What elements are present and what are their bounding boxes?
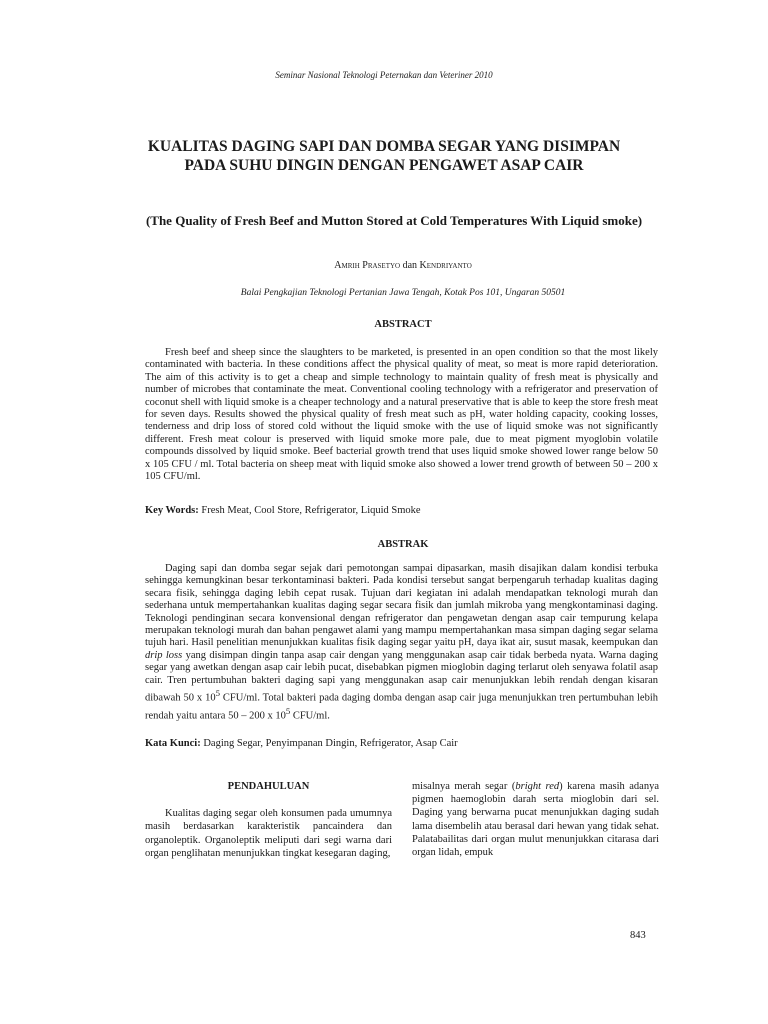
kata-kunci-label: Kata Kunci:	[145, 738, 201, 749]
paper-title: KUALITAS DAGING SAPI DAN DOMBA SEGAR YANG DISIMPAN PADA SUHU DINGIN DENGAN PENGAWET ASAP CAIR	[147, 138, 621, 174]
pendahuluan-right-text	[412, 780, 659, 859]
authors	[0, 260, 768, 271]
superscript: 5	[285, 705, 291, 716]
kata-kunci-text: Daging Segar, Penyimpanan Dingin, Refrigerator, Asap Cair	[200, 738, 458, 749]
page-number: 843	[630, 930, 646, 941]
abstrak-heading: ABSTRAK	[377, 539, 429, 550]
author-conjunction: dan	[400, 260, 420, 271]
abstrak-text-part: CFU/ml.	[290, 710, 330, 722]
abstract-text: Fresh beef and sheep since the slaughters to be marketed, is presented in an open condition so that the most likely contaminated with bacteria. In these conditions affect the physical quality of meat, so meat is more rapid deterioration. The aim of this activity is to get a cheap and simple technology to maintain quality of fresh meat is physically and number of microbes that contaminate the meat. Conventional cooling technology with a refrigerator and preservation of coconut shell with liquid smoke is a cheaper technology and a natural preservative that is able to keep the store fresh meat for seven days. Results showed the physical quality of fresh meat such as pH, water holding capacity, cooking losses, tenderness and drip loss of stored cold without the liquid smoke with the use of liquid smoke was not significantly different. Fresh meat colour is preserved with liquid smoke more pale, due to meat pigment myoglobin volatile compounds dissolved by liquid smoke. Beef bacterial growth trend that uses liquid smoke showed lower range below 50 x 105 CFU / ml. Total bacteria on sheep meat with liquid smoke also showed a lower trend growth of between 50 – 200 x 105 CFU/ml.	[145, 347, 658, 483]
running-head: Seminar Nasional Teknologi Peternakan dan Veteriner 2010	[275, 70, 493, 80]
abstrak-text	[145, 563, 658, 723]
kata-kunci	[145, 738, 658, 750]
pendahuluan-left-text: Kualitas daging segar oleh konsumen pada umumnya masih berdasarkan karakteristik pancaindera dan organoleptik. Organoleptik meliputi dari segi warna dari organ penglihatan menunjukkan tingkat kesegaran daging,	[145, 808, 392, 859]
keywords-label: Key Words:	[145, 505, 199, 516]
keywords	[145, 505, 658, 517]
term-bright-red: bright red	[515, 781, 560, 792]
superscript: 5	[215, 688, 220, 699]
right-text-part: ) karena masih adanya pigmen haemoglobin darah serta mioglobin dari sel. Daging yang berwarna pucat menunjukkan daging sudah lama disembelih atau berasal dari hewan yang tidak sehat. Palatabailitas dari organ mulut menunjukkan citarasa dari organ lidah, empuk	[412, 781, 659, 859]
abstrak-text-part: yang disimpan dingin tanpa asap cair dengan yang menggunakan asap cair tidak berbeda nyata. Warna daging segar yang awetkan dengan asap cair lebih pucat, disebabkan pigmen mioglobin daging terlarut oleh senyawa folatil asap cair. Tren pertumbuhan bakteri daging sapi yang menggunakan asap cair menunjukkan lebih rendah dengan kisaran dibawah 50 x 10	[145, 649, 659, 704]
author-name: Kendriyanto	[419, 260, 472, 271]
abstrak-term-drip-loss: drip loss	[145, 649, 183, 661]
author-name: Amrih Prasetyo	[334, 260, 401, 271]
abstract-heading: ABSTRACT	[374, 319, 432, 330]
pendahuluan-heading: PENDAHULUAN	[227, 781, 310, 792]
affiliation: Balai Pengkajian Teknologi Pertanian Jawa Tengah, Kotak Pos 101, Ungaran 50501	[240, 288, 566, 298]
column-right	[412, 780, 659, 859]
paper-subtitle: (The Quality of Fresh Beef and Mutton Stored at Cold Temperatures With Liquid smoke)	[145, 213, 643, 228]
abstrak-text-part: CFU/ml. Total bakteri pada daging domba dengan asap cair juga menunjukkan tren pertumbuhan lebih rendah yaitu antara 50 – 200 x 10	[145, 692, 658, 722]
column-left	[145, 780, 392, 860]
abstrak-text-part: Daging sapi dan domba segar sejak dari pemotongan sampai dipasarkan, masih disajikan dalam kondisi terbuka sehingga kemungkinan besar terkontaminasi bakteri. Pada kondisi tersebut sangat berpengaruh terhadap kualitas daging secara fisik, sehingga daging lebih cepat rusak. Tujuan dari kegiatan ini adalah mendapatkan teknologi murah dan sederhana untuk mempertahankan kualitas daging segar secara fisik dan jumlah mikroba yang mengkontaminasi daging. Teknologi pendinginan secara konvensional dengan refrigerator dan pengawetan dengan asap cair tempurung kelapa merupakan teknologi murah dan bahan pengawet alami yang mampu mempertahankan masa simpan daging segar selama tujuh hari. Hasil penelitian menunjukkan kualitas fisik daging segar yaitu pH, daya ikat air, susut masak, keempukan dan	[145, 563, 658, 649]
keywords-text: Fresh Meat, Cool Store, Refrigerator, Liquid Smoke	[198, 505, 421, 516]
right-text-part: misalnya merah segar (	[412, 781, 516, 792]
